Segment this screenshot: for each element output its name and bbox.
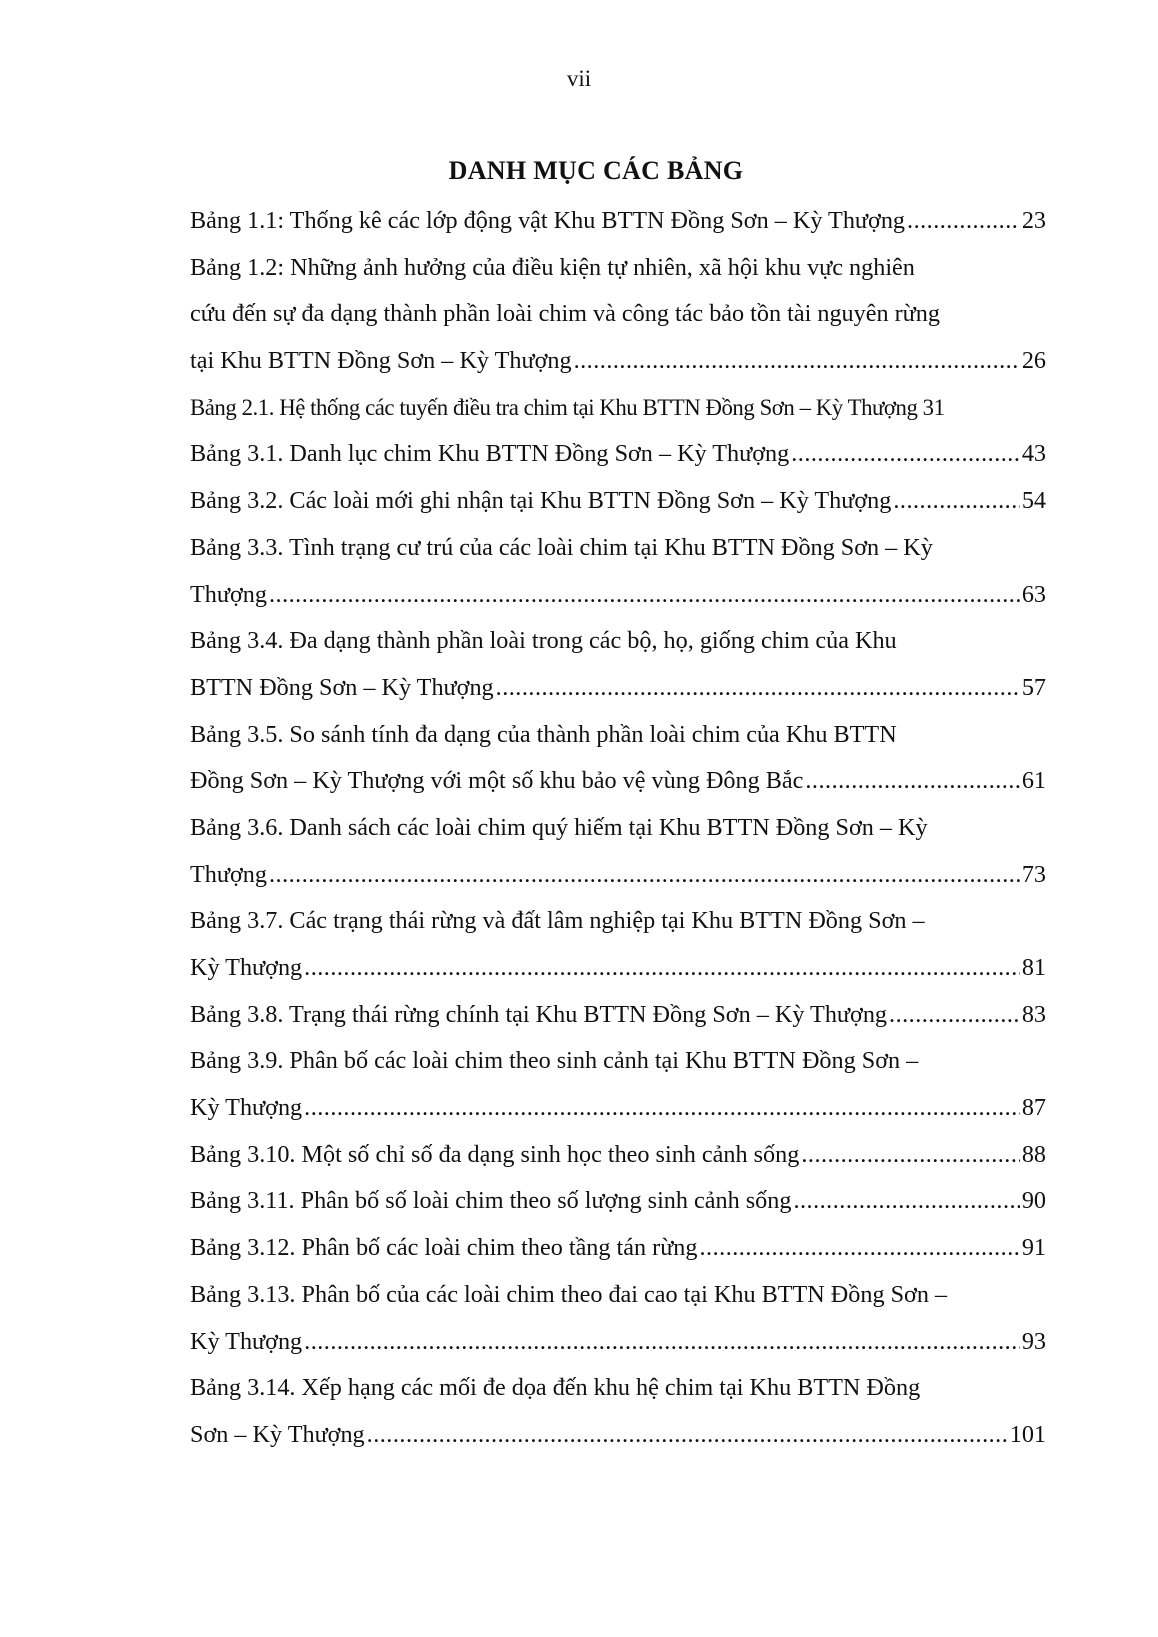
toc-page-number: 73	[1021, 860, 1046, 888]
toc-line	[190, 852, 1046, 899]
toc-page-number: 91	[1021, 1234, 1046, 1262]
toc-entry-text: Bảng 3.7. Các trạng thái rừng và đất lâm nghiệp tại Khu BTTN Đồng Sơn –	[190, 907, 925, 935]
toc-page-number: 101	[1009, 1420, 1046, 1448]
toc-entry-text: Bảng 3.6. Danh sách các loài chim quý hiếm tại Khu BTTN Đồng Sơn – Kỳ	[190, 813, 928, 841]
toc-page-number: 43	[1021, 440, 1046, 468]
dot-leader	[304, 1319, 1020, 1366]
table-list	[190, 198, 1046, 1459]
toc-entry-text: Bảng 3.5. So sánh tính đa dạng của thành phần loài chim của Khu BTTN	[190, 720, 897, 748]
dot-leader	[304, 945, 1020, 992]
toc-line	[190, 1178, 1046, 1225]
toc-line	[190, 665, 1046, 712]
toc-entry-text: Bảng 1.2: Những ảnh hưởng của điều kiện tự nhiên, xã hội khu vực nghiên	[190, 253, 915, 281]
toc-entry-text: Bảng 2.1. Hệ thống các tuyến điều tra chim tại Khu BTTN Đồng Sơn – Kỳ Thượng 31	[190, 394, 945, 420]
toc-page-number: 83	[1021, 1000, 1046, 1028]
toc-entry-text: Bảng 3.14. Xếp hạng các mối đe dọa đến khu hệ chim tại Khu BTTN Đồng	[190, 1374, 921, 1402]
dot-leader	[269, 572, 1020, 619]
toc-line	[190, 572, 1046, 619]
toc-page-number: 54	[1021, 487, 1046, 515]
dot-leader	[805, 758, 1019, 805]
toc-entry-text: Bảng 3.13. Phân bố của các loài chim theo đai cao tại Khu BTTN Đồng Sơn –	[190, 1280, 948, 1308]
dot-leader	[496, 665, 1020, 712]
toc-entry-text: Bảng 3.1. Danh lục chim Khu BTTN Đồng Sơn – Kỳ Thượng	[190, 440, 790, 468]
toc-entry-text: Kỳ Thượng	[190, 954, 303, 981]
toc-page-number: 26	[1021, 347, 1046, 375]
toc-entry-text: Kỳ Thượng	[190, 1094, 303, 1122]
toc-entry-text: Bảng 3.2. Các loài mới ghi nhận tại Khu BTTN Đồng Sơn – Kỳ Thượng	[190, 487, 892, 515]
page-title: DANH MỤC CÁC BẢNG	[448, 156, 744, 185]
toc-entry-text: Đồng Sơn – Kỳ Thượng với một số khu bảo vệ vùng Đông Bắc	[190, 767, 804, 795]
dot-leader	[700, 1225, 1020, 1272]
toc-entry-text: Bảng 3.8. Trạng thái rừng chính tại Khu BTTN Đồng Sơn – Kỳ Thượng	[190, 1000, 888, 1028]
dot-leader	[907, 198, 1020, 245]
toc-line	[190, 1085, 1046, 1132]
toc-entry-text: Bảng 3.3. Tình trạng cư trú của các loài chim tại Khu BTTN Đồng Sơn – Kỳ	[190, 533, 933, 561]
toc-entry-text: Bảng 3.12. Phân bố các loài chim theo tầng tán rừng	[190, 1234, 698, 1262]
dot-leader	[801, 1132, 1019, 1179]
toc-entry-text: tại Khu BTTN Đồng Sơn – Kỳ Thượng	[190, 347, 572, 375]
dot-leader	[893, 478, 1019, 525]
toc-page-number: 81	[1021, 954, 1046, 981]
toc-line	[190, 431, 1046, 478]
toc-entry-text: BTTN Đồng Sơn – Kỳ Thượng	[190, 673, 494, 701]
page-number: vii	[566, 66, 592, 91]
toc-line	[190, 198, 1046, 245]
toc-page-number: 61	[1021, 767, 1046, 795]
dot-leader	[269, 852, 1020, 899]
toc-page-number: 57	[1021, 673, 1046, 701]
toc-entry-text: cứu đến sự đa dạng thành phần loài chim và công tác bảo tồn tài nguyên rừng	[190, 300, 940, 328]
dot-leader	[791, 431, 1020, 478]
toc-line	[190, 478, 1046, 525]
toc-entry-text: Kỳ Thượng	[190, 1327, 303, 1355]
toc-line	[190, 338, 1046, 385]
toc-page-number: 90	[1021, 1187, 1046, 1215]
toc-entry-text: Bảng 3.9. Phân bố các loài chim theo sinh cảnh tại Khu BTTN Đồng Sơn –	[190, 1047, 919, 1075]
toc-entry-text: Bảng 3.11. Phân bố số loài chim theo số lượng sinh cảnh sống	[190, 1187, 792, 1215]
dot-leader	[889, 992, 1020, 1039]
toc-line	[190, 1132, 1046, 1179]
toc-entry-text: Bảng 3.4. Đa dạng thành phần loài trong các bộ, họ, giống chim của Khu	[190, 627, 897, 655]
toc-page-number: 63	[1021, 580, 1046, 608]
dot-leader	[304, 1085, 1020, 1132]
toc-entry-text: Bảng 3.10. Một số chỉ số đa dạng sinh học theo sinh cảnh sống	[190, 1140, 800, 1168]
dot-leader	[574, 338, 1020, 385]
toc-entry-text: Thượng	[190, 580, 267, 608]
dot-leader	[367, 1412, 1008, 1459]
toc-page-number: 93	[1021, 1327, 1046, 1355]
toc-entry-text: Bảng 1.1: Thống kê các lớp động vật Khu BTTN Đồng Sơn – Kỳ Thượng	[190, 207, 906, 234]
toc-entry-text: Sơn – Kỳ Thượng	[190, 1420, 365, 1448]
toc-page-number: 87	[1021, 1094, 1046, 1122]
toc-line	[190, 758, 1046, 805]
dot-leader	[793, 1178, 1019, 1225]
toc-page-number: 88	[1021, 1140, 1046, 1168]
toc-line	[190, 1319, 1046, 1366]
toc-line	[190, 1225, 1046, 1272]
toc-line	[190, 1412, 1046, 1459]
toc-line	[190, 992, 1046, 1039]
toc-line	[190, 945, 1046, 992]
toc-page-number: 23	[1021, 207, 1046, 234]
toc-entry-text: Thượng	[190, 860, 267, 888]
